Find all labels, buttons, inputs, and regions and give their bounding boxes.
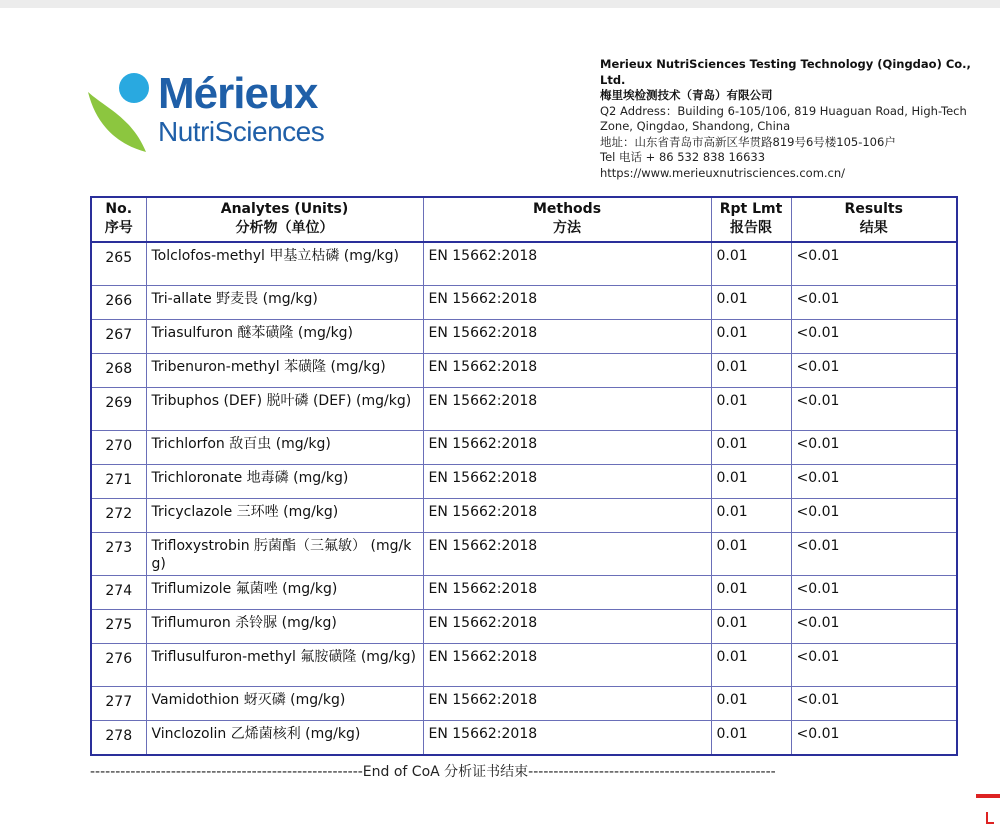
header-no-en: No. [105,201,133,217]
row-analyte: Trichloronate 地毒磷 (mg/kg) [146,465,423,499]
row-result: <0.01 [791,721,957,756]
row-result: <0.01 [791,431,957,465]
row-result: <0.01 [791,499,957,533]
row-method: EN 15662:2018 [423,533,711,576]
table-row [91,286,957,320]
table-row [91,242,957,286]
table-row [91,320,957,354]
company-name-en: Merieux NutriSciences Testing Technology (Qingdao) Co., Ltd. [600,57,971,87]
row-method: EN 15662:2018 [423,286,711,320]
row-result: <0.01 [791,610,957,644]
row-no: 275 [91,610,146,644]
row-analyte: Trichlorfon 敌百虫 (mg/kg) [146,431,423,465]
row-result: <0.01 [791,687,957,721]
header-analyte-en: Analytes (Units) [220,201,349,217]
row-method: EN 15662:2018 [423,499,711,533]
row-rpt-lmt: 0.01 [711,388,791,431]
row-analyte: Triflumuron 杀铃脲 (mg/kg) [146,610,423,644]
row-result: <0.01 [791,644,957,687]
row-no: 277 [91,687,146,721]
table-row [91,687,957,721]
header-no [91,197,146,242]
row-analyte: Triflusulfuron-methyl 氟胺磺隆 (mg/kg) [146,644,423,687]
row-no: 265 [91,242,146,286]
row-analyte: Triasulfuron 醚苯磺隆 (mg/kg) [146,320,423,354]
row-no: 274 [91,576,146,610]
logo-text-nutrisciences: NutriSciences [158,116,325,147]
row-rpt-lmt: 0.01 [711,465,791,499]
row-no: 276 [91,644,146,687]
red-corner-bracket [986,812,994,824]
row-method: EN 15662:2018 [423,610,711,644]
row-method: EN 15662:2018 [423,644,711,687]
table-row [91,499,957,533]
logo-text-merieux: Mérieux [158,69,318,118]
row-analyte: Trifloxystrobin 肟菌酯（三氟敏） (mg/kg) [146,533,423,576]
row-no: 270 [91,431,146,465]
table-row [91,354,957,388]
table-row [91,721,957,756]
company-info [600,57,990,181]
header-method-en: Methods [532,201,602,217]
row-result: <0.01 [791,286,957,320]
header-rpt-en: Rpt Lmt [719,201,783,217]
merieux-logo [86,68,346,158]
row-rpt-lmt: 0.01 [711,687,791,721]
row-rpt-lmt: 0.01 [711,721,791,756]
row-rpt-lmt: 0.01 [711,533,791,576]
header-result-en: Results [844,201,903,217]
row-analyte: Vinclozolin 乙烯菌核利 (mg/kg) [146,721,423,756]
row-rpt-lmt: 0.01 [711,431,791,465]
row-result: <0.01 [791,388,957,431]
row-method: EN 15662:2018 [423,687,711,721]
table-row [91,465,957,499]
row-result: <0.01 [791,576,957,610]
end-of-coa-line: ------------------------------------------------------End of CoA 分析证书结束------------------------------------------------- [90,764,776,780]
row-analyte: Tolclofos-methyl 甲基立枯磷 (mg/kg) [146,242,423,286]
row-method: EN 15662:2018 [423,431,711,465]
row-analyte: Tribuphos (DEF) 脱叶磷 (DEF) (mg/kg) [146,388,423,431]
row-rpt-lmt: 0.01 [711,499,791,533]
row-method: EN 15662:2018 [423,576,711,610]
row-analyte: Triflumizole 氟菌唑 (mg/kg) [146,576,423,610]
company-tel: Tel 电话 + 86 532 838 16633 [600,150,766,164]
header-analyte [146,197,423,242]
table-header-row [91,197,957,242]
row-result: <0.01 [791,242,957,286]
table-row [91,576,957,610]
company-name-cn: 梅里埃检测技术（青岛）有限公司 [600,88,773,102]
row-rpt-lmt: 0.01 [711,644,791,687]
row-result: <0.01 [791,465,957,499]
row-method: EN 15662:2018 [423,354,711,388]
row-no: 268 [91,354,146,388]
row-rpt-lmt: 0.01 [711,354,791,388]
row-method: EN 15662:2018 [423,465,711,499]
row-analyte: Tribenuron-methyl 苯磺隆 (mg/kg) [146,354,423,388]
company-address-en: Q2 Address：Building 6-105/106, 819 Huaguan Road, High-Tech Zone, Qingdao, Shandong, China [600,103,967,133]
row-analyte: Tricyclazole 三环唑 (mg/kg) [146,499,423,533]
row-result: <0.01 [791,533,957,576]
viewer-top-bar [0,0,1000,8]
results-table [90,196,958,756]
row-no: 267 [91,320,146,354]
row-analyte: Tri-allate 野麦畏 (mg/kg) [146,286,423,320]
header-results [791,197,957,242]
table-row [91,610,957,644]
red-corner-mark [976,794,1000,798]
row-rpt-lmt: 0.01 [711,610,791,644]
header-analyte-cn: 分析物（单位） [235,220,334,236]
row-result: <0.01 [791,320,957,354]
row-method: EN 15662:2018 [423,320,711,354]
row-no: 271 [91,465,146,499]
header-rpt-cn: 报告限 [730,220,772,236]
row-rpt-lmt: 0.01 [711,576,791,610]
row-result: <0.01 [791,354,957,388]
row-no: 273 [91,533,146,576]
header-no-cn: 序号 [104,220,133,236]
header-result-cn: 结果 [859,220,888,236]
row-analyte: Vamidothion 蚜灭磷 (mg/kg) [146,687,423,721]
header-method-cn: 方法 [553,220,581,236]
table-row [91,388,957,431]
row-method: EN 15662:2018 [423,242,711,286]
row-no: 272 [91,499,146,533]
row-rpt-lmt: 0.01 [711,320,791,354]
header-rpt-lmt [711,197,791,242]
row-rpt-lmt: 0.01 [711,286,791,320]
table-row [91,644,957,687]
company-address-cn: 地址：山东省青岛市高新区华贯路819号6号楼105-106户 [600,134,896,149]
row-no: 269 [91,388,146,431]
header-method [423,197,711,242]
row-no: 266 [91,286,146,320]
leaf-logo-icon [86,68,166,158]
table-row [91,533,957,576]
row-rpt-lmt: 0.01 [711,242,791,286]
row-method: EN 15662:2018 [423,388,711,431]
row-method: EN 15662:2018 [423,721,711,756]
table-row [91,431,957,465]
row-no: 278 [91,721,146,756]
company-website[interactable]: https://www.merieuxnutrisciences.com.cn/ [600,165,846,180]
